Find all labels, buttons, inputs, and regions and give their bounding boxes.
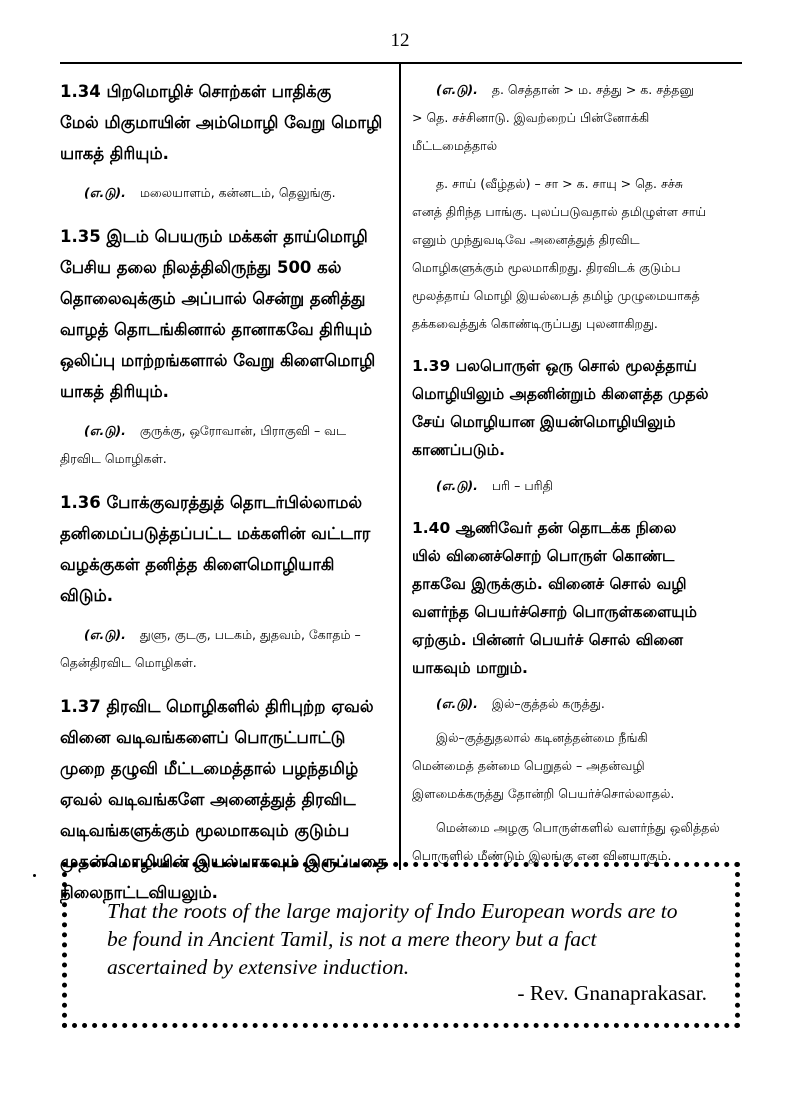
heading-line: நிலைநாட்டவியலும். bbox=[60, 883, 218, 902]
paragraph-line: த. சாய் (வீழ்தல்) – சா > க. சாயு > தெ. சச்சு bbox=[436, 176, 683, 191]
heading-line: வினை வடிவங்களைப் பொருட்பாட்டு bbox=[60, 728, 346, 747]
example-text: மலையாளம், கன்னடம், தெலுங்கு. bbox=[139, 185, 336, 200]
heading-line: பேசிய தலை நிலத்திலிருந்து 500 கல் bbox=[60, 258, 342, 277]
heading-line: யாகத் திரியும். bbox=[60, 382, 169, 401]
example bbox=[60, 621, 390, 649]
heading-line: மேல் மிகுமாயின் அம்மொழி வேறு மொழி bbox=[60, 113, 383, 132]
paragraph-line: மென்மைத் தன்மை பெறுதல் – அதன்வழி bbox=[412, 758, 645, 773]
paragraph-line: பொருளில் மீண்டும் இலங்கு என வினயாகும். bbox=[412, 848, 672, 863]
example-label: (எ.டு). bbox=[436, 478, 478, 493]
paragraph-line: எனும் முந்துவடிவே அனைத்துத் திரவிட bbox=[412, 232, 640, 247]
example-continuation: திரவிட மொழிகள். bbox=[60, 451, 167, 466]
example bbox=[60, 417, 390, 445]
example-line: > தெ. சச்சினாடு. இவற்றைப் பின்னோக்கி bbox=[412, 110, 650, 125]
heading-line: வடிவங்களுக்கும் மூலமாகவும் குடும்ப bbox=[60, 821, 350, 840]
quote-line: That the roots of the large majority of Indo European words are to bbox=[107, 899, 678, 923]
heading-line: 1.37 திரவிட மொழிகளில் திரிபுற்ற ஏவல் bbox=[60, 697, 374, 716]
example bbox=[412, 690, 742, 718]
heading-line: மொழியிலும் அதனின்றும் கிளைத்த முதல் bbox=[412, 385, 709, 403]
heading-line: யாகத் திரியும். bbox=[60, 144, 169, 163]
heading-line: 1.34 பிறமொழிச் சொற்கள் பாதிக்கு bbox=[60, 82, 332, 101]
example-label: (எ.டு). bbox=[84, 423, 126, 438]
heading-line: 1.39 பலபொருள் ஒரு சொல் மூலத்தாய் bbox=[412, 357, 697, 375]
example bbox=[412, 472, 742, 500]
heading-line: 1.40 ஆணிவேர் தன் தொடக்க நிலை bbox=[412, 519, 677, 537]
paragraph bbox=[412, 724, 742, 808]
example-text: குருக்கு, ஒரோவான், பிராகுவி – வட bbox=[139, 423, 347, 438]
example-label: (எ.டு). bbox=[436, 82, 478, 97]
paragraph-line: மூலத்தாய் மொழி இயல்பைத் தமிழ் முழுமையாகத் bbox=[412, 288, 700, 303]
example-text: இல்–குத்தல் கருத்து. bbox=[491, 696, 605, 711]
paragraph-line: தக்கவைத்துக் கொண்டிருப்பது புலனாகிறது. bbox=[412, 316, 658, 331]
heading-line: 1.36 போக்குவரத்துத் தொடர்பில்லாமல் bbox=[60, 493, 363, 512]
section-1-40 bbox=[412, 514, 742, 870]
section-heading bbox=[60, 221, 390, 407]
heading-line: யாகவும் மாறும். bbox=[412, 659, 528, 677]
example-text: துளு, குடகு, படகம், துதவம், கோதம் – bbox=[139, 627, 361, 642]
quote-line: be found in Ancient Tamil, is not a mere theory but a fact bbox=[107, 927, 597, 951]
example-label: (எ.டு). bbox=[84, 627, 126, 642]
quote-text bbox=[107, 897, 707, 981]
heading-line: யில் வினைச்சொற் பொருள் கொண்ட bbox=[412, 547, 675, 565]
section-1-39 bbox=[412, 352, 742, 500]
heading-line: தாகவே இருக்கும். வினைச் சொல் வழி bbox=[412, 575, 687, 593]
paragraph bbox=[412, 170, 742, 338]
example-continuation: தென்திரவிட மொழிகள். bbox=[60, 655, 197, 670]
column-divider bbox=[399, 62, 401, 870]
heading-line: ஏவல் வடிவங்களே அனைத்துத் திரவிட bbox=[60, 790, 356, 809]
section-1-36 bbox=[60, 487, 390, 677]
page-number: 12 bbox=[390, 30, 410, 51]
section-1-38-continuation bbox=[412, 76, 742, 338]
right-column bbox=[412, 76, 742, 884]
quote-author: - Rev. Gnanaprakasar. bbox=[517, 981, 707, 1005]
example bbox=[412, 76, 742, 104]
section-heading bbox=[412, 352, 742, 464]
paragraph-line: இல்–குத்துதலால் கடினத்தன்மை நீங்கி bbox=[436, 730, 648, 745]
heading-line: விடும். bbox=[60, 586, 114, 605]
paragraph-line: மென்மை அழகு பொருள்களில் வளர்ந்து ஒலித்தல் bbox=[436, 820, 720, 835]
top-rule bbox=[60, 62, 742, 64]
heading-line: தனிமைப்படுத்தப்பட்ட மக்களின் வட்டார bbox=[60, 524, 371, 543]
paragraph-line: இளமைக்கருத்து தோன்றி பெயர்ச்சொல்லாதல். bbox=[412, 786, 675, 801]
section-heading bbox=[60, 487, 390, 611]
example bbox=[60, 179, 390, 207]
example-label: (எ.டு). bbox=[84, 185, 126, 200]
heading-line: ஒலிப்பு மாற்றங்களால் வேறு கிளைமொழி bbox=[60, 351, 376, 370]
heading-line: வழக்குகள் தனித்த கிளைமொழியாகி bbox=[60, 555, 335, 574]
example-text: த. செத்தான் > ம. சத்து > க. சத்தனு bbox=[491, 82, 694, 97]
section-1-35 bbox=[60, 221, 390, 473]
section-heading bbox=[412, 514, 742, 682]
heading-line: முறை தழுவி மீட்டமைத்தால் பழந்தமிழ் bbox=[60, 759, 359, 778]
heading-line: காணப்படும். bbox=[412, 441, 505, 459]
left-column bbox=[60, 76, 390, 922]
heading-line: தொலைவுக்கும் அப்பால் சென்று தனித்து bbox=[60, 289, 366, 308]
example-text: பரி – பரிதி bbox=[491, 478, 553, 493]
stray-dot bbox=[33, 874, 36, 877]
heading-line: வாழத் தொடங்கினால் தானாகவே திரியும் bbox=[60, 320, 373, 339]
example-continuation bbox=[412, 104, 742, 160]
heading-line: சேய் மொழியான இயன்மொழியிலும் bbox=[412, 413, 676, 431]
section-1-34 bbox=[60, 76, 390, 207]
example-line: மீட்டமைத்தால் bbox=[412, 138, 498, 153]
heading-line: ஏற்கும். பின்னர் பெயர்ச் சொல் வினை bbox=[412, 631, 684, 649]
heading-line: 1.35 இடம் பெயரும் மக்கள் தாய்மொழி bbox=[60, 227, 368, 246]
quote-box bbox=[62, 862, 740, 1028]
section-heading bbox=[60, 76, 390, 169]
heading-line: முதன்மொழியின் இயல்பாகவும் இருப்பதை bbox=[60, 852, 388, 871]
example-label: (எ.டு). bbox=[436, 696, 478, 711]
paragraph-line: மொழிகளுக்கும் மூலமாகிறது. திரவிடக் குடும்ப bbox=[412, 260, 681, 275]
quote-line: ascertained by extensive induction. bbox=[107, 955, 410, 979]
paragraph-line: எனத் திரிந்த பாங்கு. புலப்படுவதால் தமிழுள்ள சாய் bbox=[412, 204, 707, 219]
heading-line: வளர்ந்த பெயர்ச்சொற் பொருள்களையும் bbox=[412, 603, 697, 621]
